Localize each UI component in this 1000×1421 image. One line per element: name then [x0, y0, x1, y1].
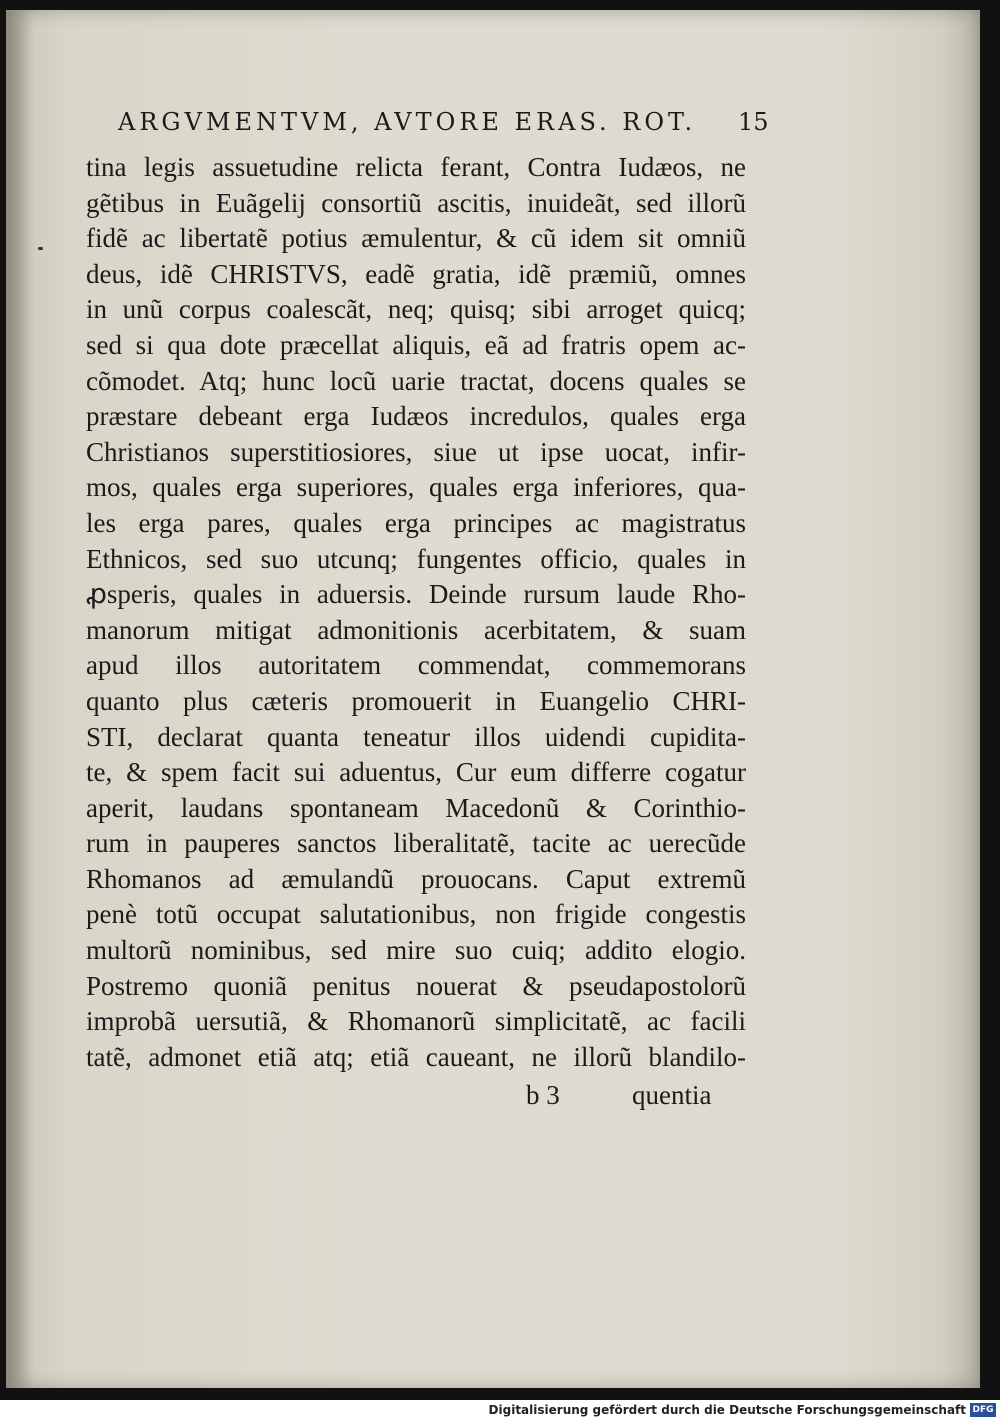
text-line: Postremo quoniã penitus nouerat & pseudapostolorũ — [86, 970, 746, 1001]
text-line: deus, idẽ CHRISTVS, eadẽ gratia, idẽ præmiũ, omnes — [86, 258, 746, 289]
text-line: tina legis assuetudine relicta ferant, Contra Iudæos, ne — [86, 152, 746, 182]
text-block — [86, 150, 746, 1075]
text-line: fidẽ ac libertatẽ potius æmulentur, & cũ idem sit omniũ — [86, 223, 746, 254]
text-line: præstare debeant erga Iudæos incredulos, quales erga — [86, 401, 746, 432]
text-line: manorum mitigat admonitionis acerbitatem, & suam — [86, 614, 746, 645]
text-line: Ethnicos, sed suo utcunq; fungentes officio, quales in — [86, 543, 746, 574]
signature-line — [526, 1080, 756, 1116]
folio-number: 15 — [738, 108, 769, 136]
text-line: gẽtibus in Euãgelij consortiũ ascitis, inuideãt, sed illorũ — [86, 187, 746, 218]
dfg-logo-icon: DFG — [970, 1403, 996, 1417]
running-head: ARGVMENTVM, AVTORE ERAS. ROT. — [118, 108, 697, 136]
text-line: mos, quales erga superiores, quales erga inferiores, qua- — [86, 472, 746, 503]
text-line: ꝓsperis, quales in aduersis. Deinde rursum laude Rho- — [86, 579, 746, 610]
text-line: multorũ nominibus, sed mire suo cuiq; addito elogio. — [86, 935, 746, 966]
text-line: penè totũ occupat salutationibus, non frigide congestis — [86, 899, 746, 930]
text-line: aperit, laudans spontaneam Macedonũ & Corinthio- — [86, 792, 746, 823]
text-line: Christianos superstitiosiores, siue ut ipse uocat, infir- — [86, 436, 746, 467]
text-line: in unũ corpus coalescãt, neq; quisq; sibi arroget quicq; — [86, 294, 746, 325]
text-line: tatẽ, admonet etiã atq; etiã caueant, ne illorũ blandilo- — [86, 1041, 746, 1072]
signature-mark: b 3 — [526, 1080, 560, 1110]
text-line: sed si qua dote præcellat aliquis, eã ad fratris opem ac- — [86, 329, 746, 360]
text-line: les erga pares, quales erga principes ac magistratus — [86, 507, 746, 538]
footer-bar — [0, 1400, 1000, 1421]
footer-credit: Digitalisierung gefördert durch die Deutsche Forschungsgemeinschaft — [488, 1403, 966, 1417]
text-line: te, & spem facit sui aduentus, Cur eum differre cogatur — [86, 757, 746, 788]
text-line: STI, declarat quanta teneatur illos uidendi cupidita- — [86, 721, 746, 752]
ink-speck — [38, 247, 43, 250]
catchword: quentia — [632, 1080, 712, 1110]
page-gutter-shadow — [6, 10, 34, 1388]
text-line: improbã uersutiã, & Rhomanorũ simplicitatẽ, ac facili — [86, 1006, 746, 1037]
text-line: cõmodet. Atq; hunc locũ uarie tractat, docens quales se — [86, 365, 746, 396]
text-line: Rhomanos ad æmulandũ prouocans. Caput extremũ — [86, 863, 746, 894]
text-line: quanto plus cæteris promouerit in Euangelio CHRI- — [86, 685, 746, 716]
text-line: rum in pauperes sanctos liberalitatẽ, tacite ac uerecũde — [86, 828, 746, 859]
text-line: apud illos autoritatem commendat, commemorans — [86, 650, 746, 681]
